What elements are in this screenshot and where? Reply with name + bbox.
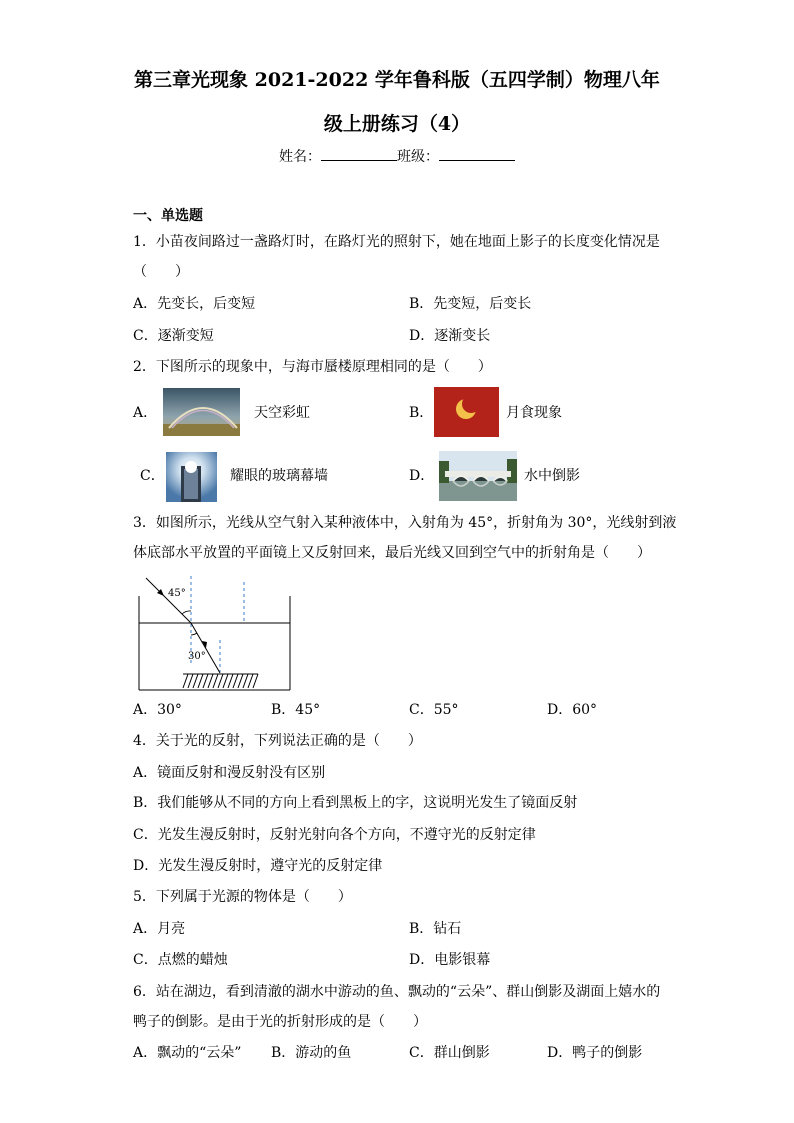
q3-text-line1: 3．如图所示，光线从空气射入某种液体中，入射角为 45°，折射角为 30°，光线射到液 — [133, 515, 677, 531]
q1-option-a[interactable]: A．先变长，后变短 — [133, 296, 256, 312]
angle-45-label: 45° — [168, 588, 186, 599]
q1-option-d[interactable]: D．逐渐变长 — [409, 328, 491, 344]
q5-option-c[interactable]: C．点燃的蜡烛 — [133, 952, 228, 968]
q5-option-d[interactable]: D．电影银幕 — [409, 952, 491, 968]
q3-text-line2: 体底部水平放置的平面镜上又反射回来，最后光线又回到空气中的折射角是（ ） — [133, 545, 651, 561]
class-blank[interactable] — [439, 146, 515, 161]
q4-option-c[interactable]: C．光发生漫反射时，反射光射向各个方向，不遵守光的反射定律 — [133, 827, 536, 843]
q6-option-a[interactable]: A．飘动的“云朵” — [133, 1045, 242, 1061]
q6-text-line2: 鸭子的倒影。是由于光的折射形成的是（ ） — [133, 1014, 427, 1030]
section-title: 一、单选题 — [133, 208, 203, 224]
q4-option-d[interactable]: D．光发生漫反射时，遵守光的反射定律 — [133, 858, 383, 874]
refraction-diagram — [130, 574, 300, 694]
q2-option-b-label: 月食现象 — [506, 405, 562, 421]
angle-30-label: 30° — [188, 651, 206, 662]
q6-option-c[interactable]: C．群山倒影 — [409, 1045, 490, 1061]
class-label: 班级： — [397, 149, 439, 165]
q2-option-d-label: 水中倒影 — [524, 468, 580, 484]
q2-option-a-letter[interactable]: A． — [133, 405, 158, 421]
q3-option-b[interactable]: B．45° — [271, 702, 321, 718]
q5-text: 5．下列属于光源的物体是（ ） — [133, 889, 352, 905]
q1-option-c[interactable]: C．逐渐变短 — [133, 328, 214, 344]
page-title-line2: 级上册练习（4） — [323, 113, 471, 135]
q2-option-a-label: 天空彩虹 — [254, 405, 310, 421]
q2-option-c-label: 耀眼的玻璃幕墙 — [230, 468, 328, 484]
q1-text-line1: 1．小苗夜间路过一盏路灯时，在路灯光的照射下，她在地面上影子的长度变化情况是 — [133, 234, 660, 250]
eclipse-image — [434, 387, 499, 437]
page-title-line1: 第三章光现象 2021-2022 学年鲁科版（五四学制）物理八年 — [134, 69, 660, 91]
q1-option-b[interactable]: B．先变短，后变长 — [409, 296, 532, 312]
bridge-reflection-image — [439, 451, 517, 501]
q6-text-line1: 6．站在湖边，看到清澈的湖水中游动的鱼、飘动的“云朵”、群山倒影及湖面上嬉水的 — [133, 984, 661, 1000]
q2-text: 2．下图所示的现象中，与海市蜃楼原理相同的是（ ） — [133, 359, 492, 375]
q3-option-a[interactable]: A．30° — [133, 702, 182, 718]
q3-option-d[interactable]: D．60° — [547, 702, 598, 718]
q2-option-b-letter[interactable]: B． — [409, 405, 434, 421]
q4-text: 4．关于光的反射，下列说法正确的是（ ） — [133, 733, 422, 749]
q1-text-line2: （ ） — [133, 264, 189, 280]
glass-wall-image — [166, 452, 217, 502]
q5-option-a[interactable]: A．月亮 — [133, 921, 186, 937]
q4-option-a[interactable]: A．镜面反射和漫反射没有区别 — [133, 765, 326, 781]
name-blank[interactable] — [321, 146, 397, 161]
name-label: 姓名： — [279, 149, 321, 165]
student-info — [0, 146, 794, 166]
rainbow-image — [163, 388, 240, 436]
q4-option-b[interactable]: B．我们能够从不同的方向上看到黑板上的字，这说明光发生了镜面反射 — [133, 795, 578, 811]
q2-option-c-letter[interactable]: C． — [140, 468, 165, 484]
q2-option-d-letter[interactable]: D． — [409, 468, 435, 484]
q6-option-b[interactable]: B．游动的鱼 — [271, 1045, 352, 1061]
q5-option-b[interactable]: B．钻石 — [409, 921, 462, 937]
q3-option-c[interactable]: C．55° — [409, 702, 459, 718]
q6-option-d[interactable]: D．鸭子的倒影 — [547, 1045, 643, 1061]
